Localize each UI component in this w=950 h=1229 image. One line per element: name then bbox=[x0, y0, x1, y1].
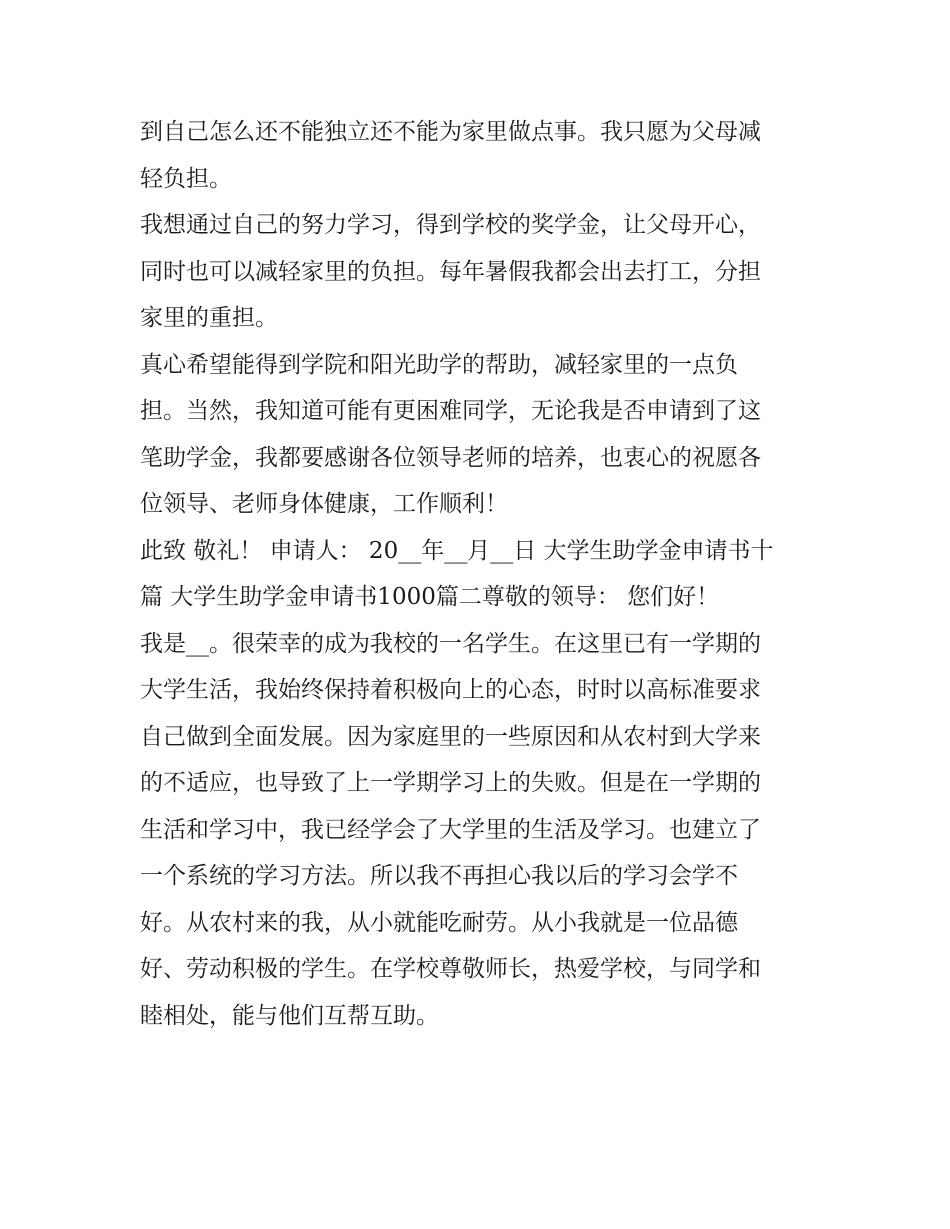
text-line: 到自己怎么还不能独立还不能为家里做点事。我只愿为父母减 bbox=[140, 119, 761, 145]
text-line: 真心希望能得到学院和阳光助学的帮助，减轻家里的一点负 bbox=[140, 351, 738, 378]
text-line: 自己做到全面发展。因为家庭里的一些原因和从农村到大学来 bbox=[140, 723, 761, 750]
text-line: 笔助学金，我都要感谢各位领导老师的培养，也衷心的祝愿各 bbox=[140, 444, 761, 471]
text-line: 此致 敬礼！ 申请人： 20__年__月__日 大学生助学金申请书十 bbox=[140, 537, 774, 564]
text-line: 好、劳动积极的学生。在学校尊敬师长，热爱学校，与同学和 bbox=[140, 956, 761, 982]
text-line: 位领导、老师身体健康，工作顺利！ bbox=[140, 491, 508, 517]
text-line: 大学生活，我始终保持着积极向上的心态，时时以高标准要求 bbox=[140, 677, 761, 703]
text-line: 一个系统的学习方法。所以我不再担心我以后的学习会学不 bbox=[140, 863, 738, 889]
text-line: 轻负担。 bbox=[140, 165, 232, 192]
text-line: 我是__。很荣幸的成为我校的一名学生。在这里已有一学期的 bbox=[140, 630, 761, 657]
text-line: 睦相处，能与他们互帮互助。 bbox=[140, 1002, 439, 1029]
text-line: 生活和学习中，我已经学会了大学里的生活及学习。也建立了 bbox=[140, 816, 761, 843]
text-line: 担。当然，我知道可能有更困难同学，无论我是否申请到了这 bbox=[140, 398, 761, 424]
document-body bbox=[140, 109, 830, 1039]
text-line: 篇 大学生助学金申请书1000篇二尊敬的领导： 您们好！ bbox=[140, 584, 720, 610]
text-line: 的不适应，也导致了上一学期学习上的失败。但是在一学期的 bbox=[140, 770, 761, 796]
text-line: 我想通过自己的努力学习，得到学校的奖学金，让父母开心， bbox=[140, 212, 761, 238]
text-line: 同时也可以减轻家里的负担。每年暑假我都会出去打工，分担 bbox=[140, 258, 761, 285]
text-line: 家里的重担。 bbox=[140, 305, 278, 331]
text-line: 好。从农村来的我，从小就能吃耐劳。从小我就是一位品德 bbox=[140, 909, 738, 936]
